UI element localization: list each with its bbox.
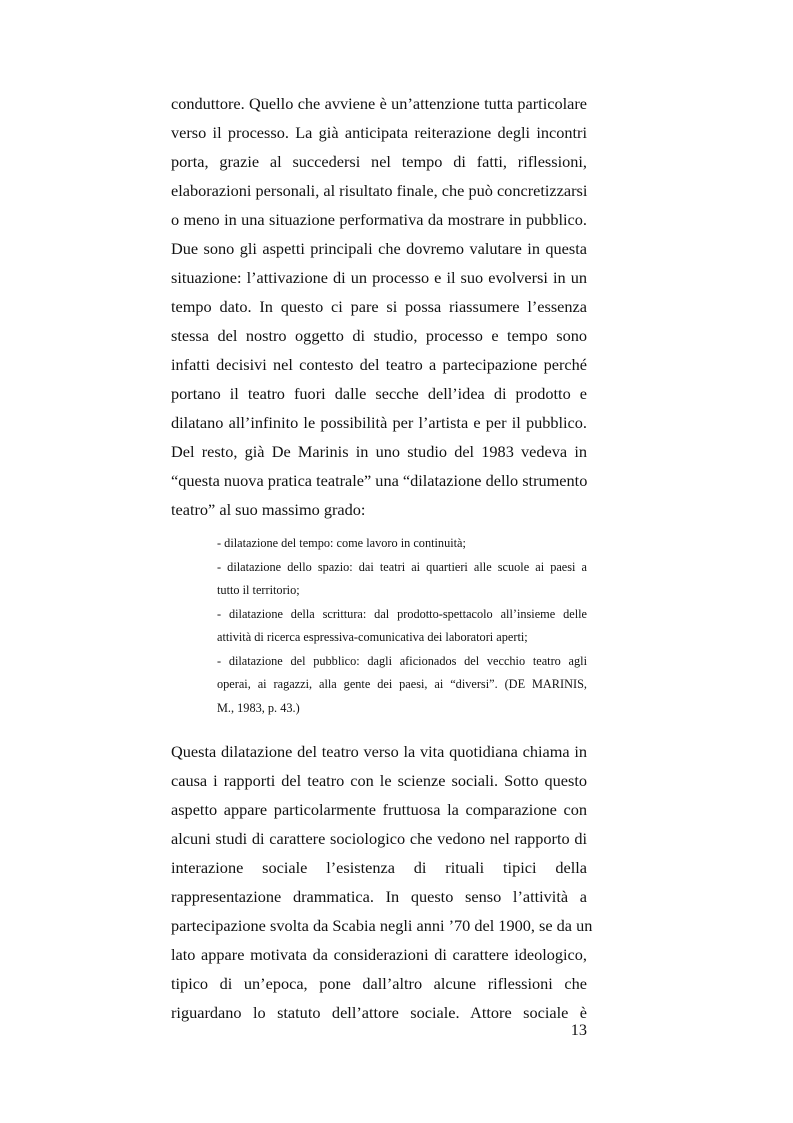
- text-line: alcuni studi di carattere sociologico che vedono nel rapporto di: [171, 829, 587, 848]
- text-line: tipico di un’epoca, pone dall’altro alcune riflessioni che: [171, 974, 587, 993]
- text-line: Del resto, già De Marinis in uno studio del 1983 vedeva in: [171, 442, 587, 461]
- text-line: portano il teatro fuori dalle secche dell’idea di prodotto e: [171, 384, 587, 403]
- quote-line: - dilatazione del tempo: come lavoro in continuità;: [217, 536, 466, 550]
- quote-line: tutto il territorio;: [217, 583, 300, 597]
- block-quote: [217, 532, 587, 720]
- body-paragraph-1: [171, 89, 587, 524]
- text-line: situazione: l’attivazione di un processo e il suo evolversi in un: [171, 268, 587, 287]
- page-number: 13: [570, 1020, 587, 1039]
- text-line: “questa nuova pratica teatrale” una “dilatazione dello strumento: [171, 471, 588, 490]
- text-line: dilatano all’infinito le possibilità per l’artista e per il pubblico.: [171, 413, 587, 432]
- text-line: conduttore. Quello che avviene è un’attenzione tutta particolare: [171, 94, 587, 113]
- text-line: lato appare motivata da considerazioni di carattere ideologico,: [171, 945, 587, 964]
- quote-line: operai, ai ragazzi, alla gente dei paesi, ai “diversi”. (DE MARINIS,: [217, 677, 587, 691]
- quote-line: M., 1983, p. 43.): [217, 700, 300, 715]
- text-line: porta, grazie al succedersi nel tempo di fatti, riflessioni,: [171, 152, 587, 171]
- quote-line: attività di ricerca espressiva-comunicativa dei laboratori aperti;: [217, 630, 528, 644]
- text-line: Questa dilatazione del teatro verso la vita quotidiana chiama in: [171, 742, 587, 761]
- quote-line: - dilatazione della scrittura: dal prodotto-spettacolo all’insieme delle: [217, 606, 587, 621]
- text-line: infatti decisivi nel contesto del teatro a partecipazione perché: [171, 355, 587, 374]
- text-line: interazione sociale l’esistenza di rituali tipici della: [171, 858, 587, 877]
- text-line: elaborazioni personali, al risultato finale, che può concretizzarsi: [171, 181, 588, 200]
- text-line: o meno in una situazione performativa da mostrare in pubblico.: [171, 210, 587, 229]
- quote-line: - dilatazione dello spazio: dai teatri ai quartieri alle scuole ai paesi a: [217, 559, 587, 574]
- quote-line: - dilatazione del pubblico: dagli aficionados del vecchio teatro agli: [217, 653, 587, 668]
- text-line: tempo dato. In questo ci pare si possa riassumere l’essenza: [171, 297, 587, 316]
- text-line: aspetto appare particolarmente fruttuosa la comparazione con: [171, 800, 587, 819]
- text-line: teatro” al suo massimo grado:: [171, 500, 366, 519]
- body-paragraph-2: [171, 737, 593, 1027]
- text-line: verso il processo. La già anticipata reiterazione degli incontri: [171, 123, 587, 142]
- text-line: riguardano lo statuto dell’attore sociale. Attore sociale è: [171, 1003, 587, 1022]
- text-line: partecipazione svolta da Scabia negli anni ’70 del 1900, se da un: [171, 916, 593, 935]
- text-line: causa i rapporti del teatro con le scienze sociali. Sotto questo: [171, 771, 587, 790]
- text-line: rappresentazione drammatica. In questo senso l’attività a: [171, 887, 587, 906]
- text-line: Due sono gli aspetti principali che dovremo valutare in questa: [171, 239, 587, 258]
- text-line: stessa del nostro oggetto di studio, processo e tempo sono: [171, 326, 587, 345]
